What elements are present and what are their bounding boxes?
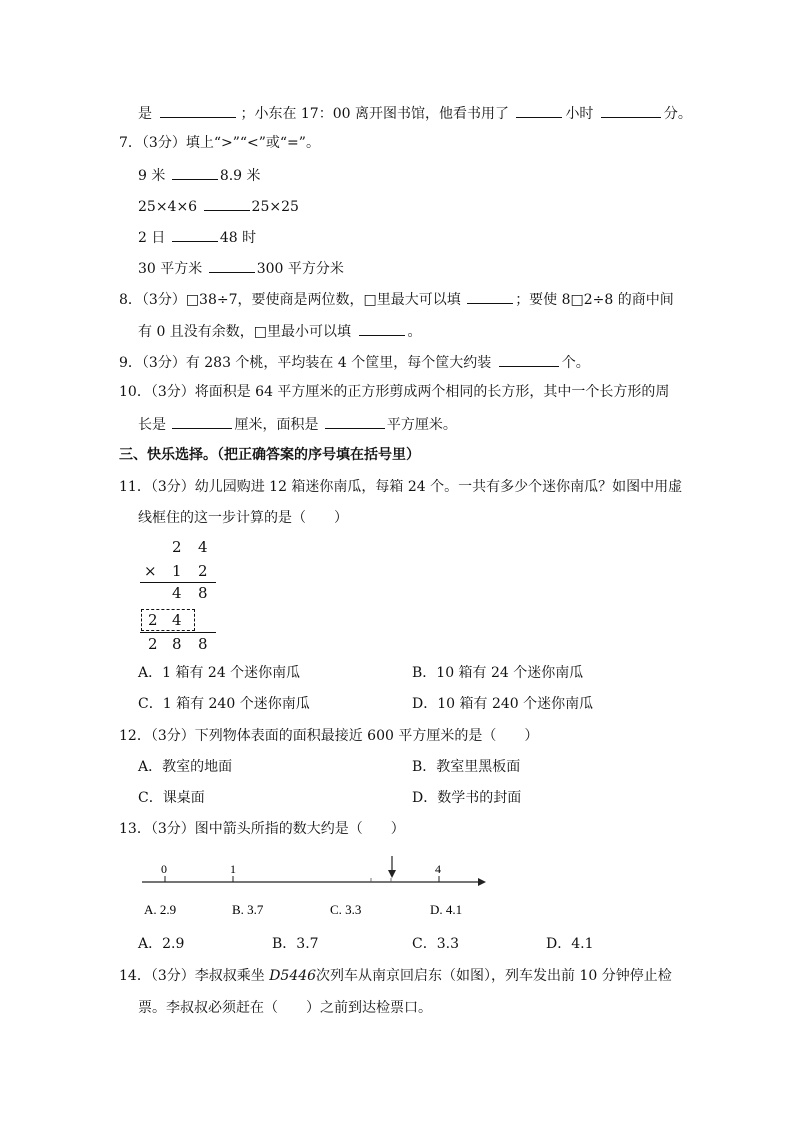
q11-line-2: 线框住的这一步计算的是（ ） (138, 510, 348, 526)
q13-option-c[interactable]: C．3.3 (412, 936, 459, 952)
figure-label-d: D. 4.1 (430, 902, 463, 917)
q10-blank-perimeter[interactable] (172, 414, 232, 429)
q10-text-2a: 长是 (138, 417, 166, 433)
q13-stem: 13．（3分）图中箭头所指的数大约是（ ） (119, 821, 405, 837)
number-line-svg (138, 852, 490, 924)
q8-text-2a: 有 0 且没有余数，□里最小可以填 (138, 324, 352, 340)
tick-label-0: 0 (161, 862, 167, 876)
calc-r1-d2: 4 (198, 538, 208, 556)
q7-row-2-left: 25×4×6 (138, 199, 198, 215)
q11-line-1: 11．（3分）幼儿园购进 12 箱迷你南瓜，每箱 24 个。一共有多少个迷你南瓜？如图中用虚 (119, 479, 683, 495)
q7-row-3 (138, 227, 256, 247)
q14-text-1a: 14．（3分）李叔叔乘坐 (119, 968, 265, 984)
q7-row-2-blank[interactable] (204, 196, 250, 211)
q6-tail-line (138, 103, 692, 123)
number-line-arrowhead (478, 878, 486, 886)
calc-r3-d2: 8 (198, 584, 208, 602)
q10-text-2c: 平方厘米。 (386, 417, 457, 433)
q7-stem: 7．（3分）填上“>”“<”或“=”。 (119, 135, 320, 151)
q11-option-c[interactable]: C．1 箱有 240 个迷你南瓜 (138, 696, 310, 712)
q6-blank-1[interactable] (160, 103, 236, 118)
q7-row-1-blank[interactable] (172, 165, 218, 180)
q8-text-1a: 8．（3分）□38÷7，要使商是两位数，□里最大可以填 (119, 292, 461, 308)
calc-r5-d2: 8 (172, 635, 182, 653)
calc-r5-d3: 8 (198, 635, 208, 653)
figure-label-b: B. 3.7 (232, 902, 264, 917)
q7-row-1-left: 9 米 (138, 168, 166, 184)
q7-row-3-right: 48 时 (219, 230, 257, 246)
section-3-title: 三、快乐选择。（把正确答案的序号填在括号里） (119, 447, 420, 463)
calc-r4-d2: 4 (172, 611, 182, 629)
figure-label-c: C. 3.3 (330, 902, 362, 917)
tick-label-4: 4 (435, 862, 441, 876)
q13-option-d[interactable]: D．4.1 (546, 936, 594, 952)
calc-r3-d1: 4 (172, 584, 182, 602)
q8-line-1 (119, 289, 674, 309)
q9-text-a: 9．（3分）有 283 个桃，平均装在 4 个筐里，每个筐大约装 (119, 355, 492, 371)
q6-text-4: 分。 (663, 106, 692, 122)
q8-blank-1[interactable] (467, 289, 513, 304)
figure-label-a: A. 2.9 (144, 902, 177, 917)
q6-text-1: 是 (138, 106, 152, 122)
q12-stem: 12．（3分）下列物体表面的面积最接近 600 平方厘米的是（ ） (119, 728, 539, 744)
q6-blank-hours[interactable] (516, 103, 562, 118)
q14-train-number: D5446 (269, 968, 317, 984)
q7-row-3-blank[interactable] (172, 227, 218, 242)
calc-times-sign: × (144, 562, 157, 580)
q7-row-4-left: 30 平方米 (138, 261, 203, 277)
calc-r5-d1: 2 (148, 635, 158, 653)
q8-text-2b: 。 (407, 324, 422, 340)
q11-option-d[interactable]: D．10 箱有 240 个迷你南瓜 (412, 696, 594, 712)
q13-option-a[interactable]: A．2.9 (138, 936, 185, 952)
q11-option-a[interactable]: A．1 箱有 24 个迷你南瓜 (138, 665, 301, 681)
pointer-arrow-head (388, 870, 396, 878)
q6-text-3: 小时 (565, 106, 594, 122)
q7-row-4-right: 300 平方分米 (256, 261, 344, 277)
q8-text-1b: ；要使 8□2÷8 的商中间 (515, 292, 674, 308)
q10-line-2 (138, 414, 457, 434)
q14-line-1 (119, 967, 672, 985)
q12-option-a[interactable]: A．教室的地面 (138, 759, 233, 775)
q7-row-1 (138, 165, 261, 185)
q7-row-3-left: 2 日 (138, 230, 166, 246)
q14-line-2: 票。李叔叔必须赶在（ ）之前到达检票口。 (138, 1000, 432, 1016)
q13-number-line-figure (138, 852, 490, 924)
q7-row-2-right: 25×25 (251, 199, 299, 215)
q7-row-2 (138, 196, 299, 216)
q14-text-1b: 次列车从南京回启东（如图），列车发出前 10 分钟停止检 (316, 968, 672, 984)
q13-option-b[interactable]: B．3.7 (272, 936, 319, 952)
q9-text-b: 个。 (561, 355, 590, 371)
q6-text-2: ；小东在 17：00 离开图书馆，他看书用了 (240, 106, 509, 122)
q10-line-1: 10．（3分）将面积是 64 平方厘米的正方形剪成两个相同的长方形，其中一个长方形的周 (119, 384, 670, 400)
q7-row-4-blank[interactable] (209, 258, 255, 273)
q12-option-d[interactable]: D．数学书的封面 (412, 790, 522, 806)
q11-option-b[interactable]: B．10 箱有 24 个迷你南瓜 (412, 665, 584, 681)
q12-option-c[interactable]: C．课桌面 (138, 790, 205, 806)
q9-line (119, 352, 590, 372)
q9-blank[interactable] (499, 352, 559, 367)
calc-rule-2 (140, 632, 216, 633)
tick-label-1: 1 (230, 862, 236, 876)
q12-option-b[interactable]: B．教室里黑板面 (412, 759, 521, 775)
calc-r2-d1: 1 (172, 562, 182, 580)
q11-multiplication-figure (138, 536, 220, 654)
q10-text-2b: 厘米，面积是 (234, 417, 319, 433)
q8-blank-2[interactable] (359, 321, 405, 336)
calc-rule-1 (140, 582, 216, 583)
q10-blank-area[interactable] (325, 414, 385, 429)
q8-line-2 (138, 321, 422, 341)
calc-r1-d1: 2 (172, 538, 182, 556)
q6-blank-minutes[interactable] (601, 103, 661, 118)
q7-row-4 (138, 258, 344, 278)
q7-row-1-right: 8.9 米 (219, 168, 261, 184)
calc-r2-d2: 2 (198, 562, 208, 580)
calc-r4-d1: 2 (148, 611, 158, 629)
